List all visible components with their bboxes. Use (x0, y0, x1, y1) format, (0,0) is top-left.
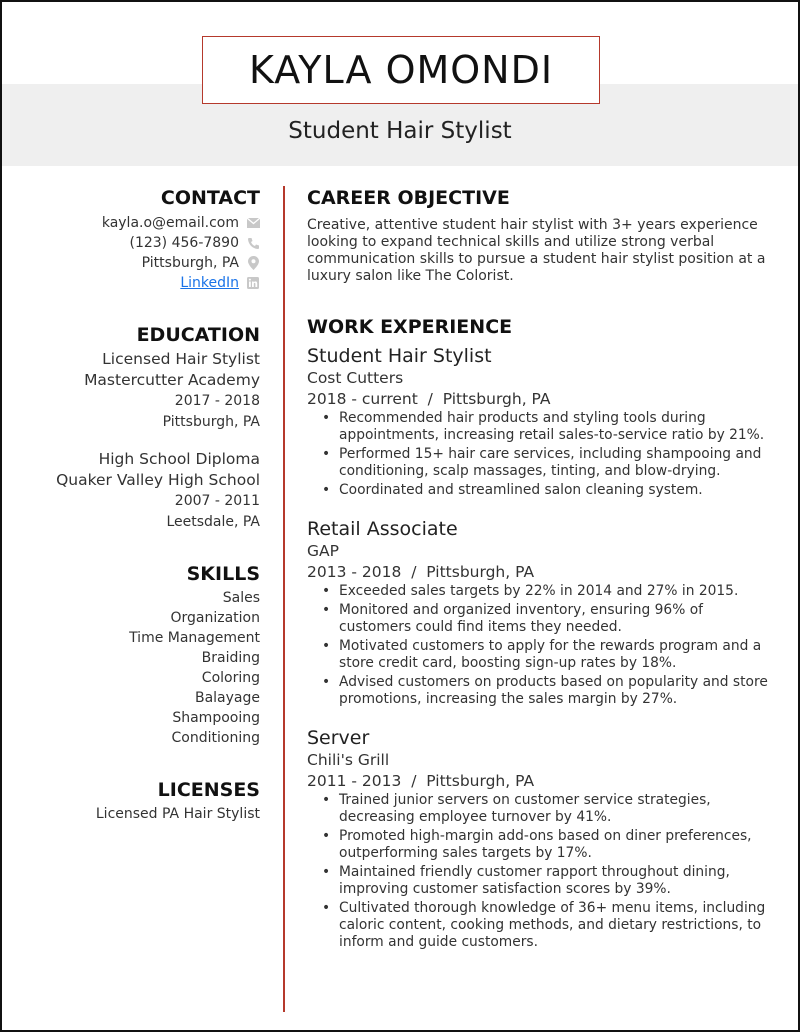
contact-location (22, 253, 260, 273)
education-location: Leetsdale, PA (166, 513, 260, 530)
education-location: Pittsburgh, PA (162, 413, 260, 430)
job-bullet: • Performed 15+ hair care services, including shampooing and conditioning, scalp massages, tinting, and blow-drying. (339, 446, 775, 480)
education-heading: EDUCATION (136, 324, 260, 346)
job-bullet: • Promoted high-margin add-ons based on diner preferences, outperforming sales targets by 17%. (339, 828, 775, 862)
job-bullet: • Trained junior servers on customer service strategies, decreasing employee turnover by 41%. (339, 792, 775, 826)
phone-text: (123) 456-7890 (129, 235, 239, 251)
linkedin-link[interactable]: LinkedIn (180, 275, 239, 291)
job-bullets (307, 410, 775, 499)
education-school: Mastercutter Academy (84, 371, 260, 389)
skill-item: Sales (222, 590, 260, 606)
objective-text: Creative, attentive student hair stylist with 3+ years experience looking to expand technical skills and utilize strong verbal communication skills to pursue a student hair stylist position at a luxury salon like The Colorist. (307, 217, 766, 284)
job-bullet: • Motivated customers to apply for the rewards program and a store credit card, boosting sign-up rates by 18%. (339, 638, 775, 672)
contact-linkedin (22, 273, 260, 293)
job-bullets (307, 583, 775, 708)
job-company: Chili's Grill (307, 751, 390, 769)
job-company: Cost Cutters (307, 369, 404, 387)
map-pin-icon (246, 256, 260, 270)
job-bullet: • Maintained friendly customer rapport throughout dining, improving customer satisfaction scores by 39%. (339, 864, 775, 898)
education-item (22, 449, 260, 532)
candidate-name: KAYLA OMONDI (248, 48, 554, 92)
job-title: Retail Associate (307, 518, 458, 540)
job-bullet: • Cultivated thorough knowledge of 36+ menu items, including caloric content, cooking methods, and dietary restrictions, to inform and guide customers. (339, 900, 775, 951)
envelope-icon (246, 216, 260, 230)
job-bullet: • Recommended hair products and styling tools during appointments, increasing retail sales-to-service ratio by 21%. (339, 410, 775, 444)
job-entry (307, 517, 775, 708)
job-dates: 2013 - 2018 / Pittsburgh, PA (307, 563, 535, 581)
licenses-heading: LICENSES (157, 779, 260, 801)
job-dates: 2018 - current / Pittsburgh, PA (307, 390, 551, 408)
job-bullets (307, 792, 775, 951)
skill-item: Time Management (129, 630, 260, 646)
job-entry (307, 726, 775, 951)
skill-item: Organization (170, 610, 260, 626)
job-title: Server (307, 727, 370, 749)
contact-list (22, 213, 260, 293)
experience-heading: WORK EXPERIENCE (307, 316, 513, 338)
location-text: Pittsburgh, PA (141, 255, 239, 271)
education-item (22, 349, 260, 432)
license-item: Licensed PA Hair Stylist (95, 806, 260, 822)
skill-item: Coloring (201, 670, 260, 686)
email-text: kayla.o@email.com (101, 215, 239, 231)
job-title: Student Hair Stylist (307, 345, 492, 367)
contact-heading: CONTACT (160, 187, 260, 209)
education-school: Quaker Valley High School (56, 471, 260, 489)
job-bullet: • Monitored and organized inventory, ensuring 96% of customers could find items they needed. (339, 602, 775, 636)
right-column (307, 186, 775, 953)
job-bullet: • Advised customers on products based on popularity and store promotions, increasing the sales margin by 27%. (339, 674, 775, 708)
skill-item: Shampooing (172, 710, 260, 726)
left-column (22, 186, 260, 824)
contact-phone (22, 233, 260, 253)
job-company: GAP (307, 542, 339, 560)
column-divider (283, 186, 285, 1012)
skill-item: Conditioning (171, 730, 260, 746)
job-entry (307, 344, 775, 499)
linkedin-icon (246, 276, 260, 290)
skills-list (22, 588, 260, 748)
education-years: 2017 - 2018 (174, 393, 260, 409)
education-degree: High School Diploma (98, 450, 260, 468)
job-title-heading: Student Hair Stylist (288, 118, 512, 144)
education-degree: Licensed Hair Stylist (102, 350, 260, 368)
skills-heading: SKILLS (186, 563, 260, 585)
contact-email (22, 213, 260, 233)
job-bullet: • Exceeded sales targets by 22% in 2014 and 27% in 2015. (339, 583, 775, 600)
job-bullet: • Coordinated and streamlined salon cleaning system. (339, 482, 775, 499)
education-years: 2007 - 2011 (174, 493, 260, 509)
skill-item: Braiding (201, 650, 260, 666)
objective-heading: CAREER OBJECTIVE (307, 187, 510, 209)
skill-item: Balayage (194, 690, 260, 706)
job-dates: 2011 - 2013 / Pittsburgh, PA (307, 772, 535, 790)
name-box (202, 36, 600, 104)
phone-icon (246, 236, 260, 250)
licenses-list (22, 804, 260, 824)
